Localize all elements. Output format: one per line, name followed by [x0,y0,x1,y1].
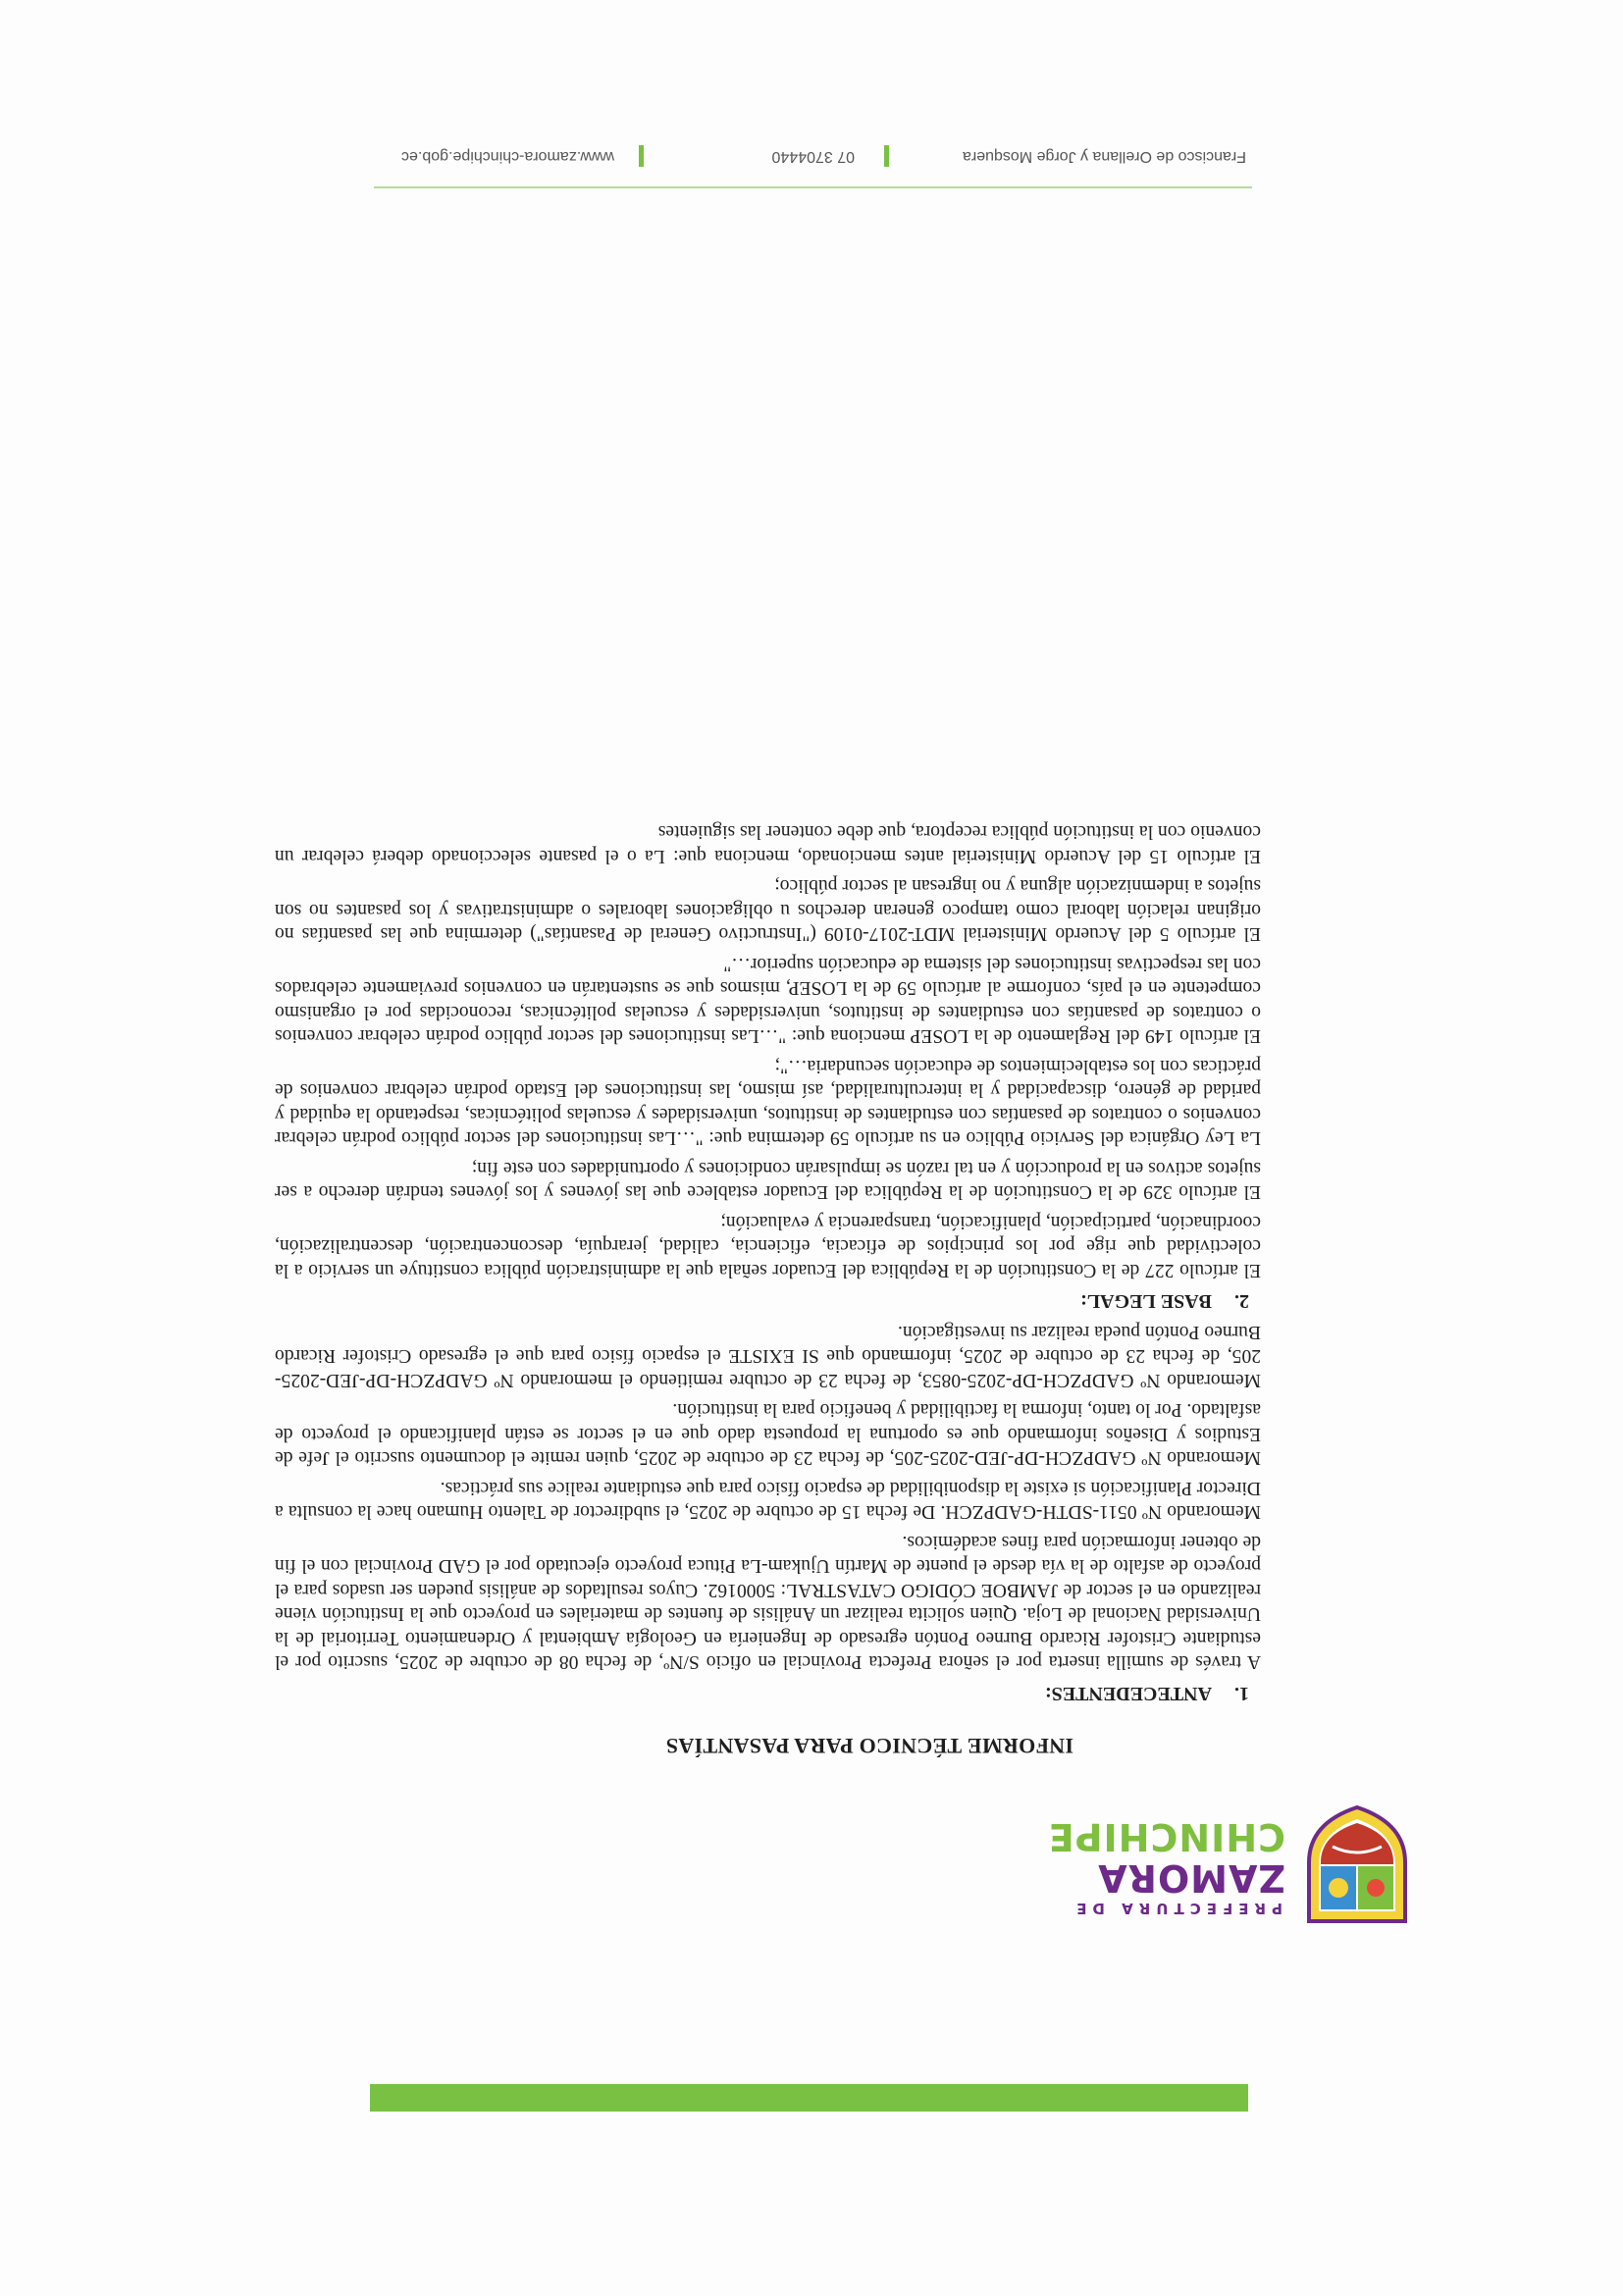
paragraph: Memorando Nº 0511-SDTH-GADPZCH. De fecha 15 de octubre de 2025, el subdirector de Talento Humano hace la consulta a Director Planificación si existe la disponibilidad de espacio físico para que estudiante realice sus prácticas. [275,1478,1261,1523]
paragraph: El artículo 329 de la Constitución de la República del Ecuador establece que las jóvenes y los jóvenes tendrán derecho a ser sujetos activos en la producción y en tal razón se impulsarán condiciones y oportunidades con este fin; [275,1158,1261,1203]
document-body [275,813,1261,1711]
paragraph: El artículo 227 de la Constitución de la República del Ecuador señala que la administración pública constituye un servicio a la colectividad que rige por los principios de eficacia, eficiencia, calidad, jerarquía, desconcentración, descentralización, coordinación, participación, planificación, transparencia y evaluación; [275,1212,1261,1280]
prefectura-logo [1003,1803,1415,1931]
logo-line1: PREFECTURA DE [1071,1900,1283,1917]
paragraph: A través de sumilla inserta por el señora Prefecta Provincial en oficio S/Nº, de fecha 08 de octubre de 2025, suscrito por el estudiante Cristofer Ricardo Burneo Pontón egresado de Ingeniería en Geología Ambiental y Ordenamiento Territorial de la Universidad Nacional de Loja. Quien solicita realizar un Análisis de fuentes de materiales en proyecto que la Institución viene realizando en el sector de JAMBOE CÓDIGO CATASTRAL: 5000162. Cuyos resultados de análisis pueden ser usados para el proyecto de asfalto de la vía desde el puente de Martín Ujukam-La Pituca proyecto ejecutado por el GAD Provincial con el fin de obtener información para fines académicos. [275,1532,1261,1673]
footer-address: Francisco de Orellana y Jorge Mosquera [962,148,1246,165]
section-number: 2. [1234,1290,1249,1313]
paragraph: El artículo 15 del Acuerdo Ministerial antes mencionado, menciona que: La o el pasante seleccionado deberá celebrar un convenio con la institución pública receptora, que debe contener las siguientes [275,821,1261,866]
footer-website: www.zamora-chinchipe.gob.ec [401,148,614,165]
paragraph: El artículo 149 del Reglamento de la LOSEP menciona que: "…Las instituciones del sector público podrán celebrar convenios o contratos de pasantías con estudiantes de institutos, universidades y escuelas politécnicas, reconocidas por el organismo competente en el país, conforme al artículo 59 de la LOSEP, mismos que se sustentarán en convenios previamente celebrados con las respectivas instituciones del sistema de educación superior…" [275,954,1261,1047]
footer-divider [884,145,889,167]
page-footer [374,118,1252,188]
logo-line2: ZAMORA [1097,1856,1285,1900]
footer-divider [639,145,644,167]
document-title: INFORME TÉCNICO PARA PASANTÍAS [665,1734,1073,1758]
footer-phone: 07 3704440 [771,148,855,165]
paragraph: El artículo 5 del Acuerdo Ministerial MDT-2017-0109 ("Instructivo General de Pasantías") determina que las pasantías no originan relación laboral como tampoco generan derechos u obligaciones laborales o administrativas y los pasantes no son sujetos a indemnización alguna y no ingresan al sector público; [275,875,1261,945]
section-heading [275,1289,1261,1314]
section-title: ANTECEDENTES: [1044,1683,1212,1704]
section-title: BASE LEGAL: [1080,1290,1212,1313]
section-heading [275,1682,1261,1706]
paragraph: Memorando Nº GADPZCH-DP-2025-0853, de fecha 23 de octubre remitiendo el memorando Nº GADPZCH-DP-JED-2025-205, de fecha 23 de octubre de 2025, informando que SI EXISTE el espacio físico para que el egresado Cristofer Ricardo Burneo Pontón pueda realizar su investigación. [275,1322,1261,1390]
section-number: 1. [1234,1683,1249,1704]
coat-of-arms-icon [1299,1803,1415,1931]
paragraph: La Ley Orgánica del Servicio Público en su artículo 59 determina que: "…Las instituciones del sector público podrán celebrar convenios o contratos de pasantías con estudiantes de institutos, universidades y escuelas politécnicas, respetando la equidad y paridad de género, discapacidad y la interculturalidad, así mismo, las instituciones del Estado podrán celebrar convenios de prácticas con los establecimientos de educación secundaria…"; [275,1056,1261,1149]
paragraph: Memorando Nº GADPZCH-DP-JED-2025-205, de fecha 23 de octubre de 2025, quien remite el documento suscrito el Jefe de Estudios y Diseños informando que es oportuna la propuesta dado que en el sector se están planificando el proyecto de asfaltado. Por lo tanto, informa la factibilidad y beneficio para la institución. [275,1399,1261,1469]
logo-line3: CHINCHIPE [1047,1815,1285,1858]
header-green-bar [370,2084,1248,2112]
